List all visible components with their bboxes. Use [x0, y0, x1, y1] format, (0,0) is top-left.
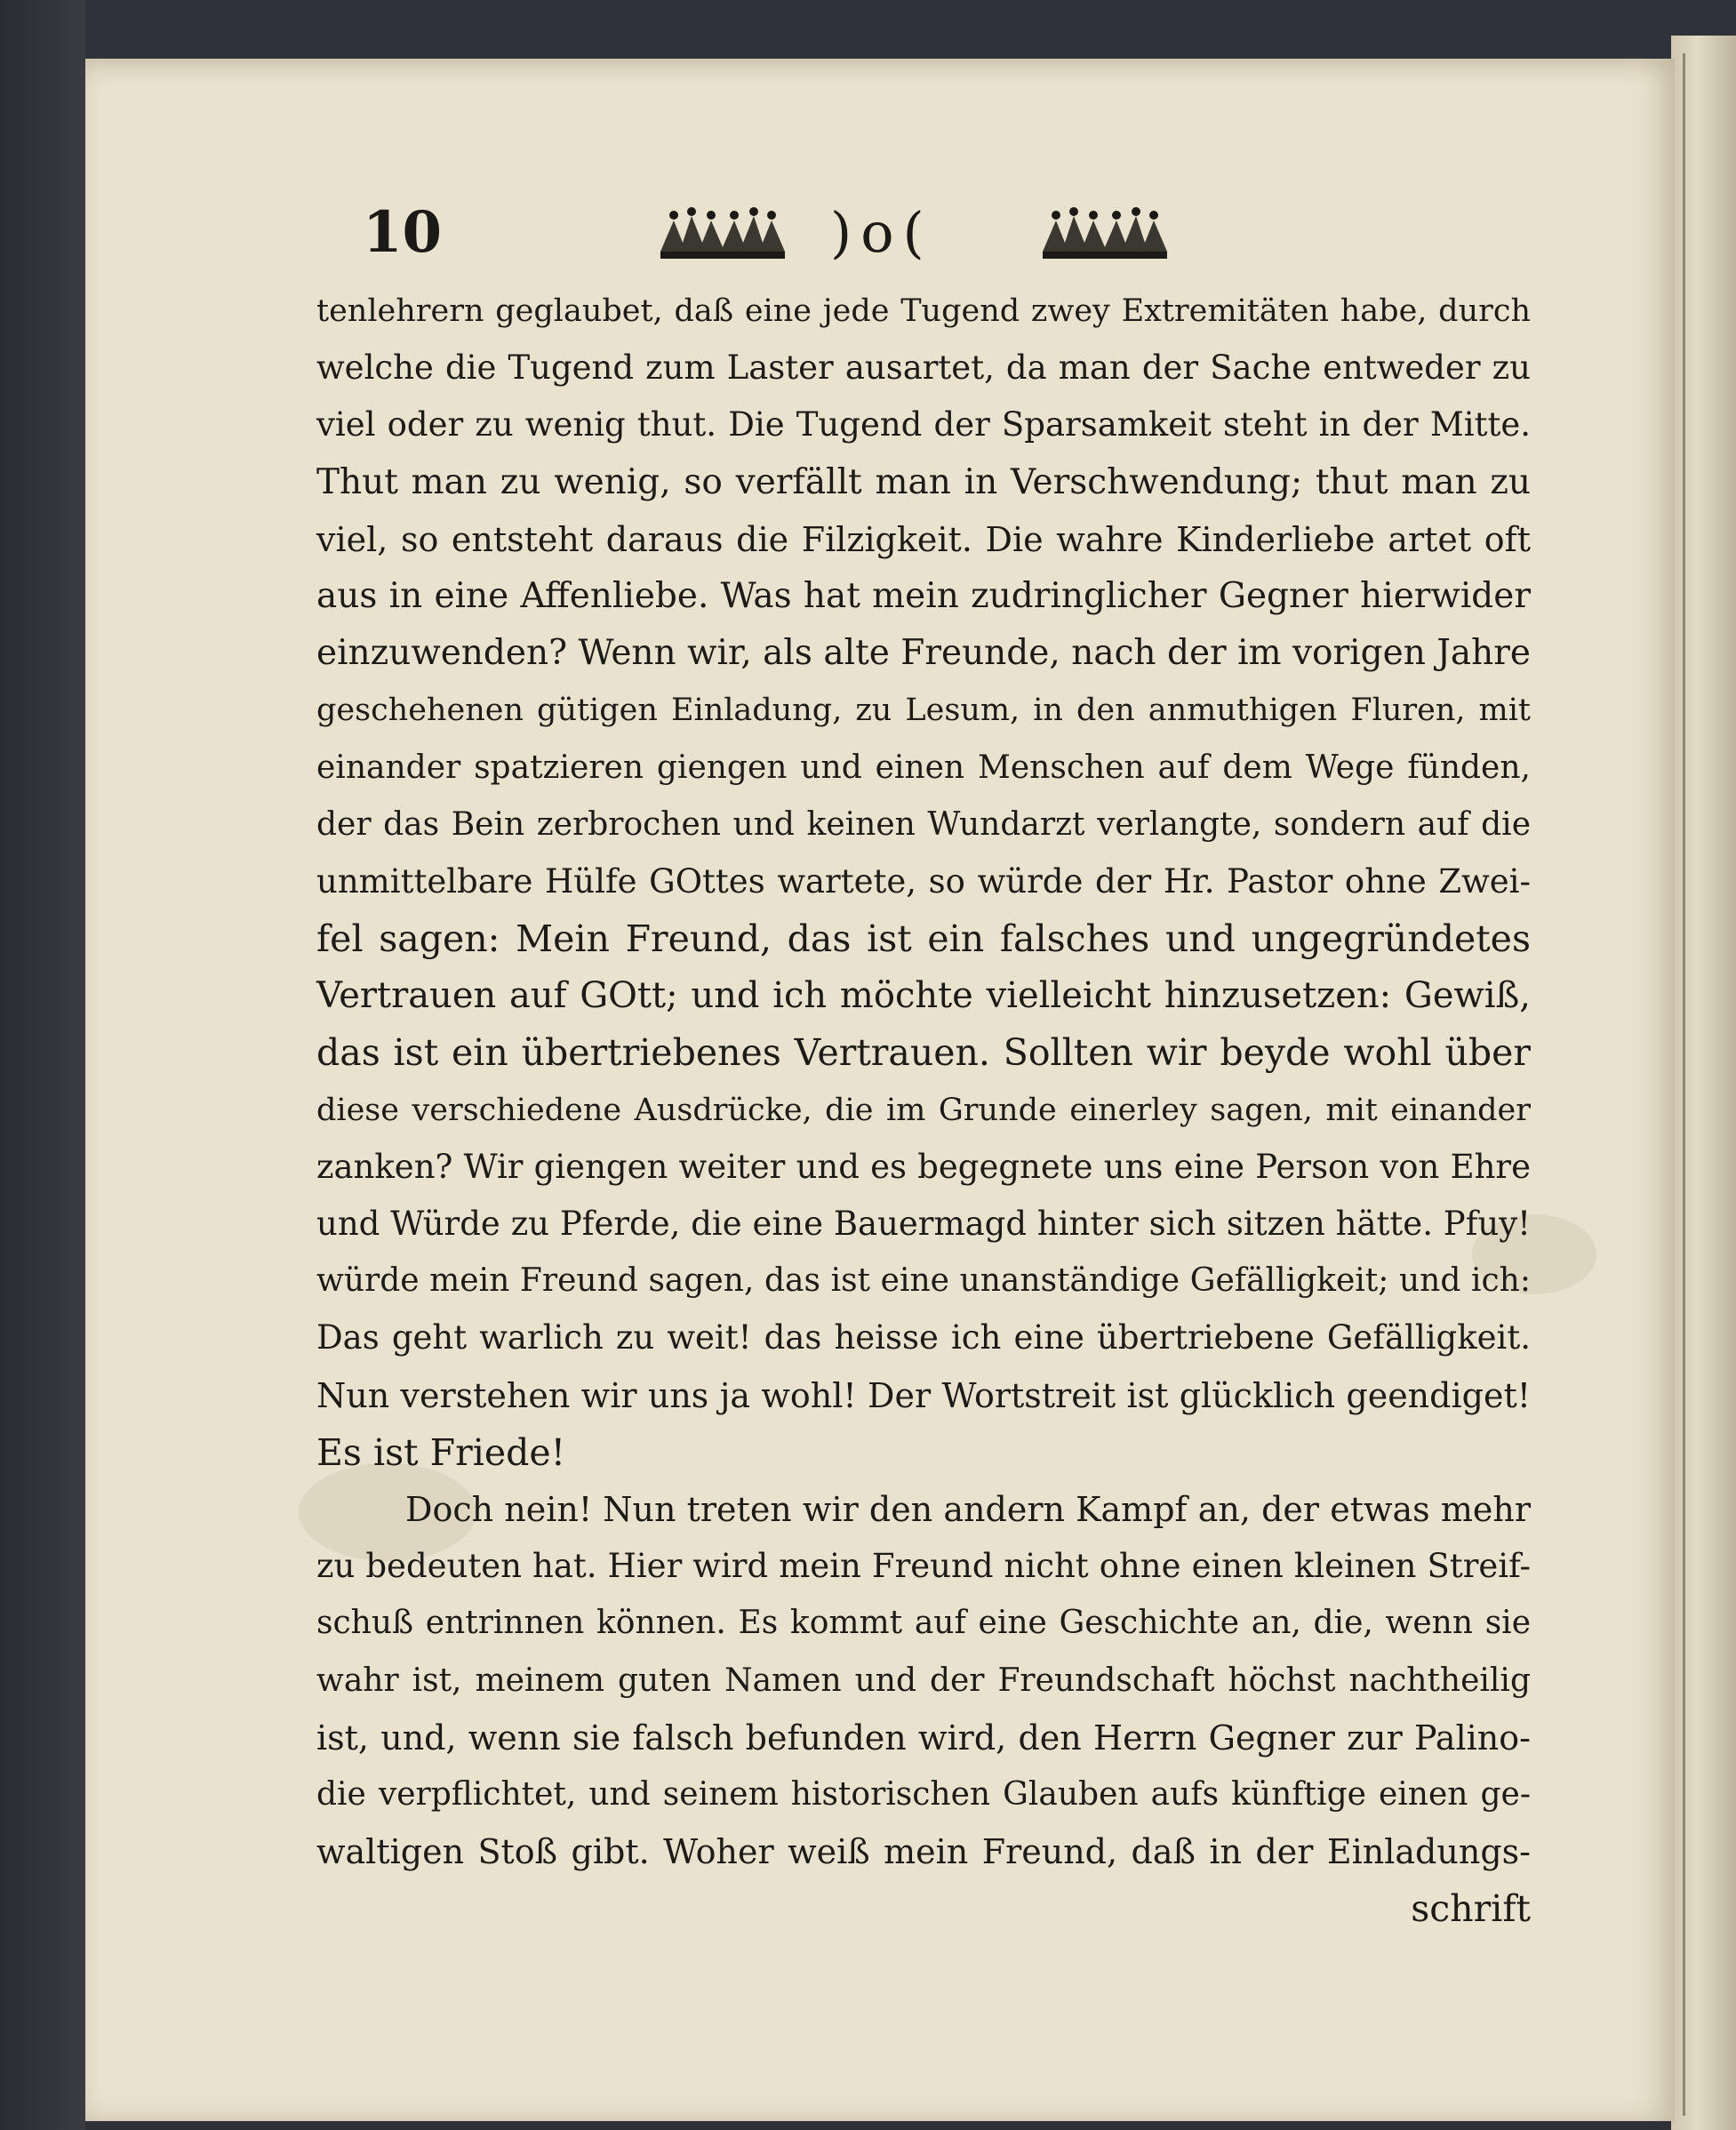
text-line: Vertrauen auf GOtt; und ich möchte vielleicht hinzusetzen: Gewiß, — [316, 975, 1531, 1017]
scan-backdrop-left — [0, 0, 85, 2130]
text-line: ist, und, wenn sie falsch befunden wird, den Herrn Gegner zur Palino- — [316, 1718, 1531, 1758]
catchword: schrift — [1411, 1887, 1531, 1931]
text-line: Thut man zu wenig, so verfällt man in Verschwendung; thut man zu — [316, 461, 1531, 502]
text-line: einander spatzieren giengen und einen Menschen auf dem Wege fünden, — [316, 749, 1531, 786]
text-line: geschehenen gütigen Einladung, zu Lesum, in den anmuthigen Fluren, mit — [316, 693, 1531, 729]
text-line: viel oder zu wenig thut. Die Tugend der Sparsamkeit steht in der Mitte. — [316, 405, 1531, 444]
text-line: würde mein Freund sagen, das ist eine unanständige Gefälligkeit; und ich: — [316, 1262, 1531, 1300]
text-line: waltigen Stoß gibt. Woher weiß mein Freund, daß in der Einladungs- — [316, 1832, 1531, 1872]
paragraph-start-line: Doch nein! Nun treten wir den andern Kampf an, der etwas mehr — [405, 1489, 1531, 1529]
ornament-left-icon — [656, 203, 789, 265]
text-line: viel, so entsteht daraus die Filzigkeit. Die wahre Kinderliebe artet oft — [316, 519, 1531, 559]
text-line: unmittelbare Hülfe GOttes wartete, so würde der Hr. Pastor ohne Zwei- — [316, 861, 1531, 901]
text-line: und Würde zu Pferde, die eine Bauermagd hinter sich sitzen hätte. Pfuy! — [316, 1205, 1531, 1243]
page-edge-line — [1683, 53, 1685, 2116]
text-line: das ist ein übertriebenes Vertrauen. Sollten wir beyde wohl über — [316, 1031, 1531, 1075]
scan-backdrop-top — [0, 0, 1736, 59]
text-line: zu bedeuten hat. Hier wird mein Freund nicht ohne einen kleinen Streif- — [316, 1547, 1531, 1586]
text-line: Das geht warlich zu weit! das heisse ich eine übertriebene Gefälligkeit. — [316, 1318, 1531, 1357]
text-line: Es ist Friede! — [316, 1430, 566, 1474]
text-line: aus in eine Affenliebe. Was hat mein zudringlicher Gegner hierwider — [316, 575, 1531, 616]
text-line: wahr ist, meinem guten Namen und der Freundschaft höchst nachtheilig — [316, 1662, 1531, 1699]
page-edge — [1671, 36, 1736, 2130]
text-line: welche die Tugend zum Laster ausartet, da man der Sache entweder zu — [316, 348, 1531, 388]
running-header — [363, 197, 1216, 268]
text-line: einzuwenden? Wenn wir, als alte Freunde, nach der im vorigen Jahre — [316, 633, 1531, 674]
text-line: die verpflichtet, und seinem historischen Glauben aufs künftige einen ge- — [316, 1775, 1531, 1813]
text-line: zanken? Wir giengen weiter und es begegnete uns eine Person von Ehre — [316, 1147, 1531, 1186]
text-line: schuß entrinnen können. Es kommt auf eine Geschichte an, die, wenn sie — [316, 1605, 1531, 1642]
page-number: 10 — [363, 199, 443, 266]
header-divider: )o( — [830, 200, 933, 265]
body-text — [316, 283, 1531, 1937]
text-line: diese verschiedene Ausdrücke, die im Grunde einerley sagen, mit einander — [316, 1092, 1531, 1128]
text-line: Nun verstehen wir uns ja wohl! Der Wortstreit ist glücklich geendiget! — [316, 1375, 1531, 1415]
text-line: fel sagen: Mein Freund, das ist ein falsches und ungegründetes — [316, 917, 1531, 961]
text-line: der das Bein zerbrochen und keinen Wundarzt verlangte, sondern auf die — [316, 805, 1531, 843]
text-line: tenlehrern geglaubet, daß eine jede Tugend zwey Extremitäten habe, durch — [316, 293, 1531, 329]
ornament-right-icon — [1038, 203, 1172, 265]
